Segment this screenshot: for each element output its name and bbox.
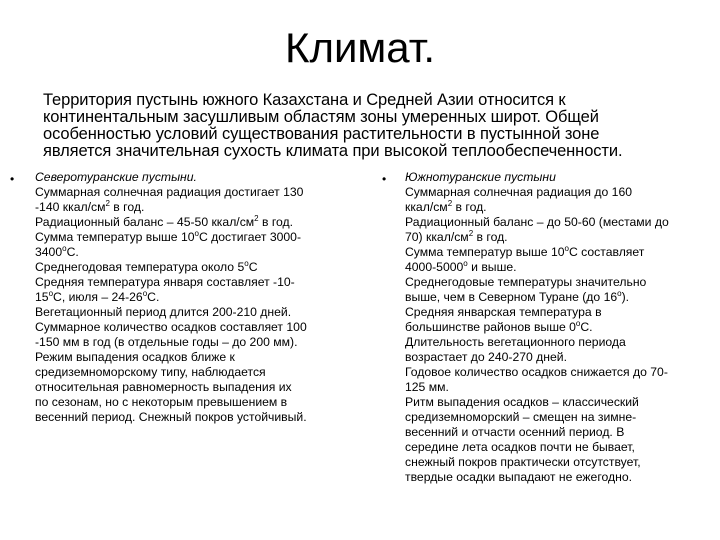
text-line [405, 320, 720, 335]
text-line [35, 290, 360, 305]
text-line [35, 215, 360, 230]
text-line: середине лета осадков почти не бывает, [405, 440, 635, 454]
text-fragment: Сумма температур выше 10 [405, 245, 565, 259]
superscript: о [62, 243, 67, 253]
text-line [405, 200, 720, 215]
superscript: о [142, 288, 148, 298]
text-line: Длительность вегетационного периода [405, 335, 626, 349]
text-line: по сезонам, но с некоторым превышением в [35, 395, 288, 409]
text-line: средиземноморский – смещен на зимне- [405, 410, 637, 424]
bullet-icon: • [382, 172, 387, 186]
superscript: о [244, 258, 249, 268]
superscript: 2 [468, 228, 474, 238]
superscript: 2 [105, 198, 110, 208]
text-line: средиземноморскому типу, наблюдается [35, 365, 266, 379]
superscript: о [575, 318, 581, 328]
text-fragment: 15 [35, 290, 49, 304]
text-line: возрастает до 240-270 дней. [405, 350, 567, 364]
south-turan-column [405, 170, 720, 485]
text-line: Радиационный баланс – до 50-60 (местами до [405, 215, 669, 229]
column-heading: Южнотуранские пустыни [405, 170, 556, 184]
text-line [35, 200, 360, 215]
text-fragment: большинстве районов выше 0 [405, 320, 576, 334]
intro-line: Территория пустынь южного Казахстана и Средней Азии относится к [43, 91, 566, 109]
text-line: -150 мм в год (в отдельные годы – до 200 мм). [35, 335, 298, 349]
text-fragment: и выше. [467, 260, 517, 274]
superscript: о [48, 288, 54, 298]
text-fragment: Сумма температур выше 10 [35, 230, 195, 244]
text-line: Средняя январская температура в [405, 305, 602, 319]
text-line: 125 мм. [405, 380, 449, 394]
text-fragment: выше, чем в Северном Туране (до 16 [405, 290, 618, 304]
text-fragment: С составляет [568, 245, 645, 259]
text-line [405, 230, 720, 245]
text-fragment: Радиационный баланс – 45-50 ккал/см [35, 215, 255, 229]
text-line: относительная равномерность выпадения их [35, 380, 292, 394]
text-fragment: в год. [258, 215, 294, 229]
text-line: весенний период. Снежный покров устойчивый. [35, 410, 307, 424]
column-heading: Северотуранские пустыни. [35, 170, 197, 184]
text-fragment: ). [621, 290, 630, 304]
superscript: 2 [447, 198, 453, 208]
bullet-icon: • [10, 172, 15, 186]
text-fragment: в год. [109, 200, 145, 214]
text-fragment: 70) ккал/см [405, 230, 469, 244]
text-fragment: 4000-5000 [405, 260, 464, 274]
slide-title: Климат. [285, 24, 435, 71]
superscript: о [617, 288, 622, 298]
superscript: о [194, 228, 199, 238]
text-fragment: в год. [473, 230, 508, 244]
text-line: Суммарная солнечная радиация до 160 [405, 185, 633, 199]
text-line: твердые осадки выпадают не ежегодно. [405, 470, 633, 484]
text-fragment: С. [66, 245, 79, 259]
text-fragment: С [248, 260, 258, 274]
text-line [405, 290, 720, 305]
text-line [35, 260, 360, 275]
text-line: Суммарная солнечная радиация достигает 130 [35, 185, 304, 199]
intro-line: континентальным засушливым областям зоны умеренных широт. Общей [43, 108, 599, 126]
text-fragment: С, июля – 24-26 [53, 290, 143, 304]
intro-paragraph [43, 92, 713, 160]
text-fragment: в год. [452, 200, 487, 214]
north-turan-column [35, 170, 360, 425]
text-fragment: С. [580, 320, 593, 334]
text-fragment: ккал/см [405, 200, 448, 214]
superscript: о [463, 258, 468, 268]
text-fragment: С. [147, 290, 160, 304]
text-fragment: Среднегодовая температура около 5 [35, 260, 245, 274]
text-fragment: -140 ккал/см [35, 200, 106, 214]
text-line [405, 260, 720, 275]
text-line [35, 230, 360, 245]
text-line: весенний и отчасти осенний период. В [405, 425, 625, 439]
text-fragment: 3400 [35, 245, 63, 259]
intro-line: особенностью условий существования растительности в пустынной зоне [43, 125, 600, 143]
text-line [35, 245, 360, 260]
superscript: о [564, 243, 569, 253]
text-line: Ритм выпадения осадков – классический [405, 395, 639, 409]
text-line: снежный покров практически отсутствует, [405, 455, 641, 469]
text-line: Средняя температура января составляет -10- [35, 275, 295, 289]
text-line: Среднегодовые температуры значительно [405, 275, 647, 289]
text-line: Режим выпадения осадков ближе к [35, 350, 235, 364]
superscript: 2 [254, 213, 259, 223]
text-line [405, 245, 720, 260]
text-line: Суммарное количество осадков составляет 100 [35, 320, 307, 334]
text-line: Вегетационный период длится 200-210 дней. [35, 305, 292, 319]
intro-line: является значительная сухость климата при высокой теплообеспеченности. [43, 142, 623, 160]
text-line: Годовое количество осадков снижается до 70- [405, 365, 668, 379]
text-fragment: С достигает 3000- [198, 230, 302, 244]
